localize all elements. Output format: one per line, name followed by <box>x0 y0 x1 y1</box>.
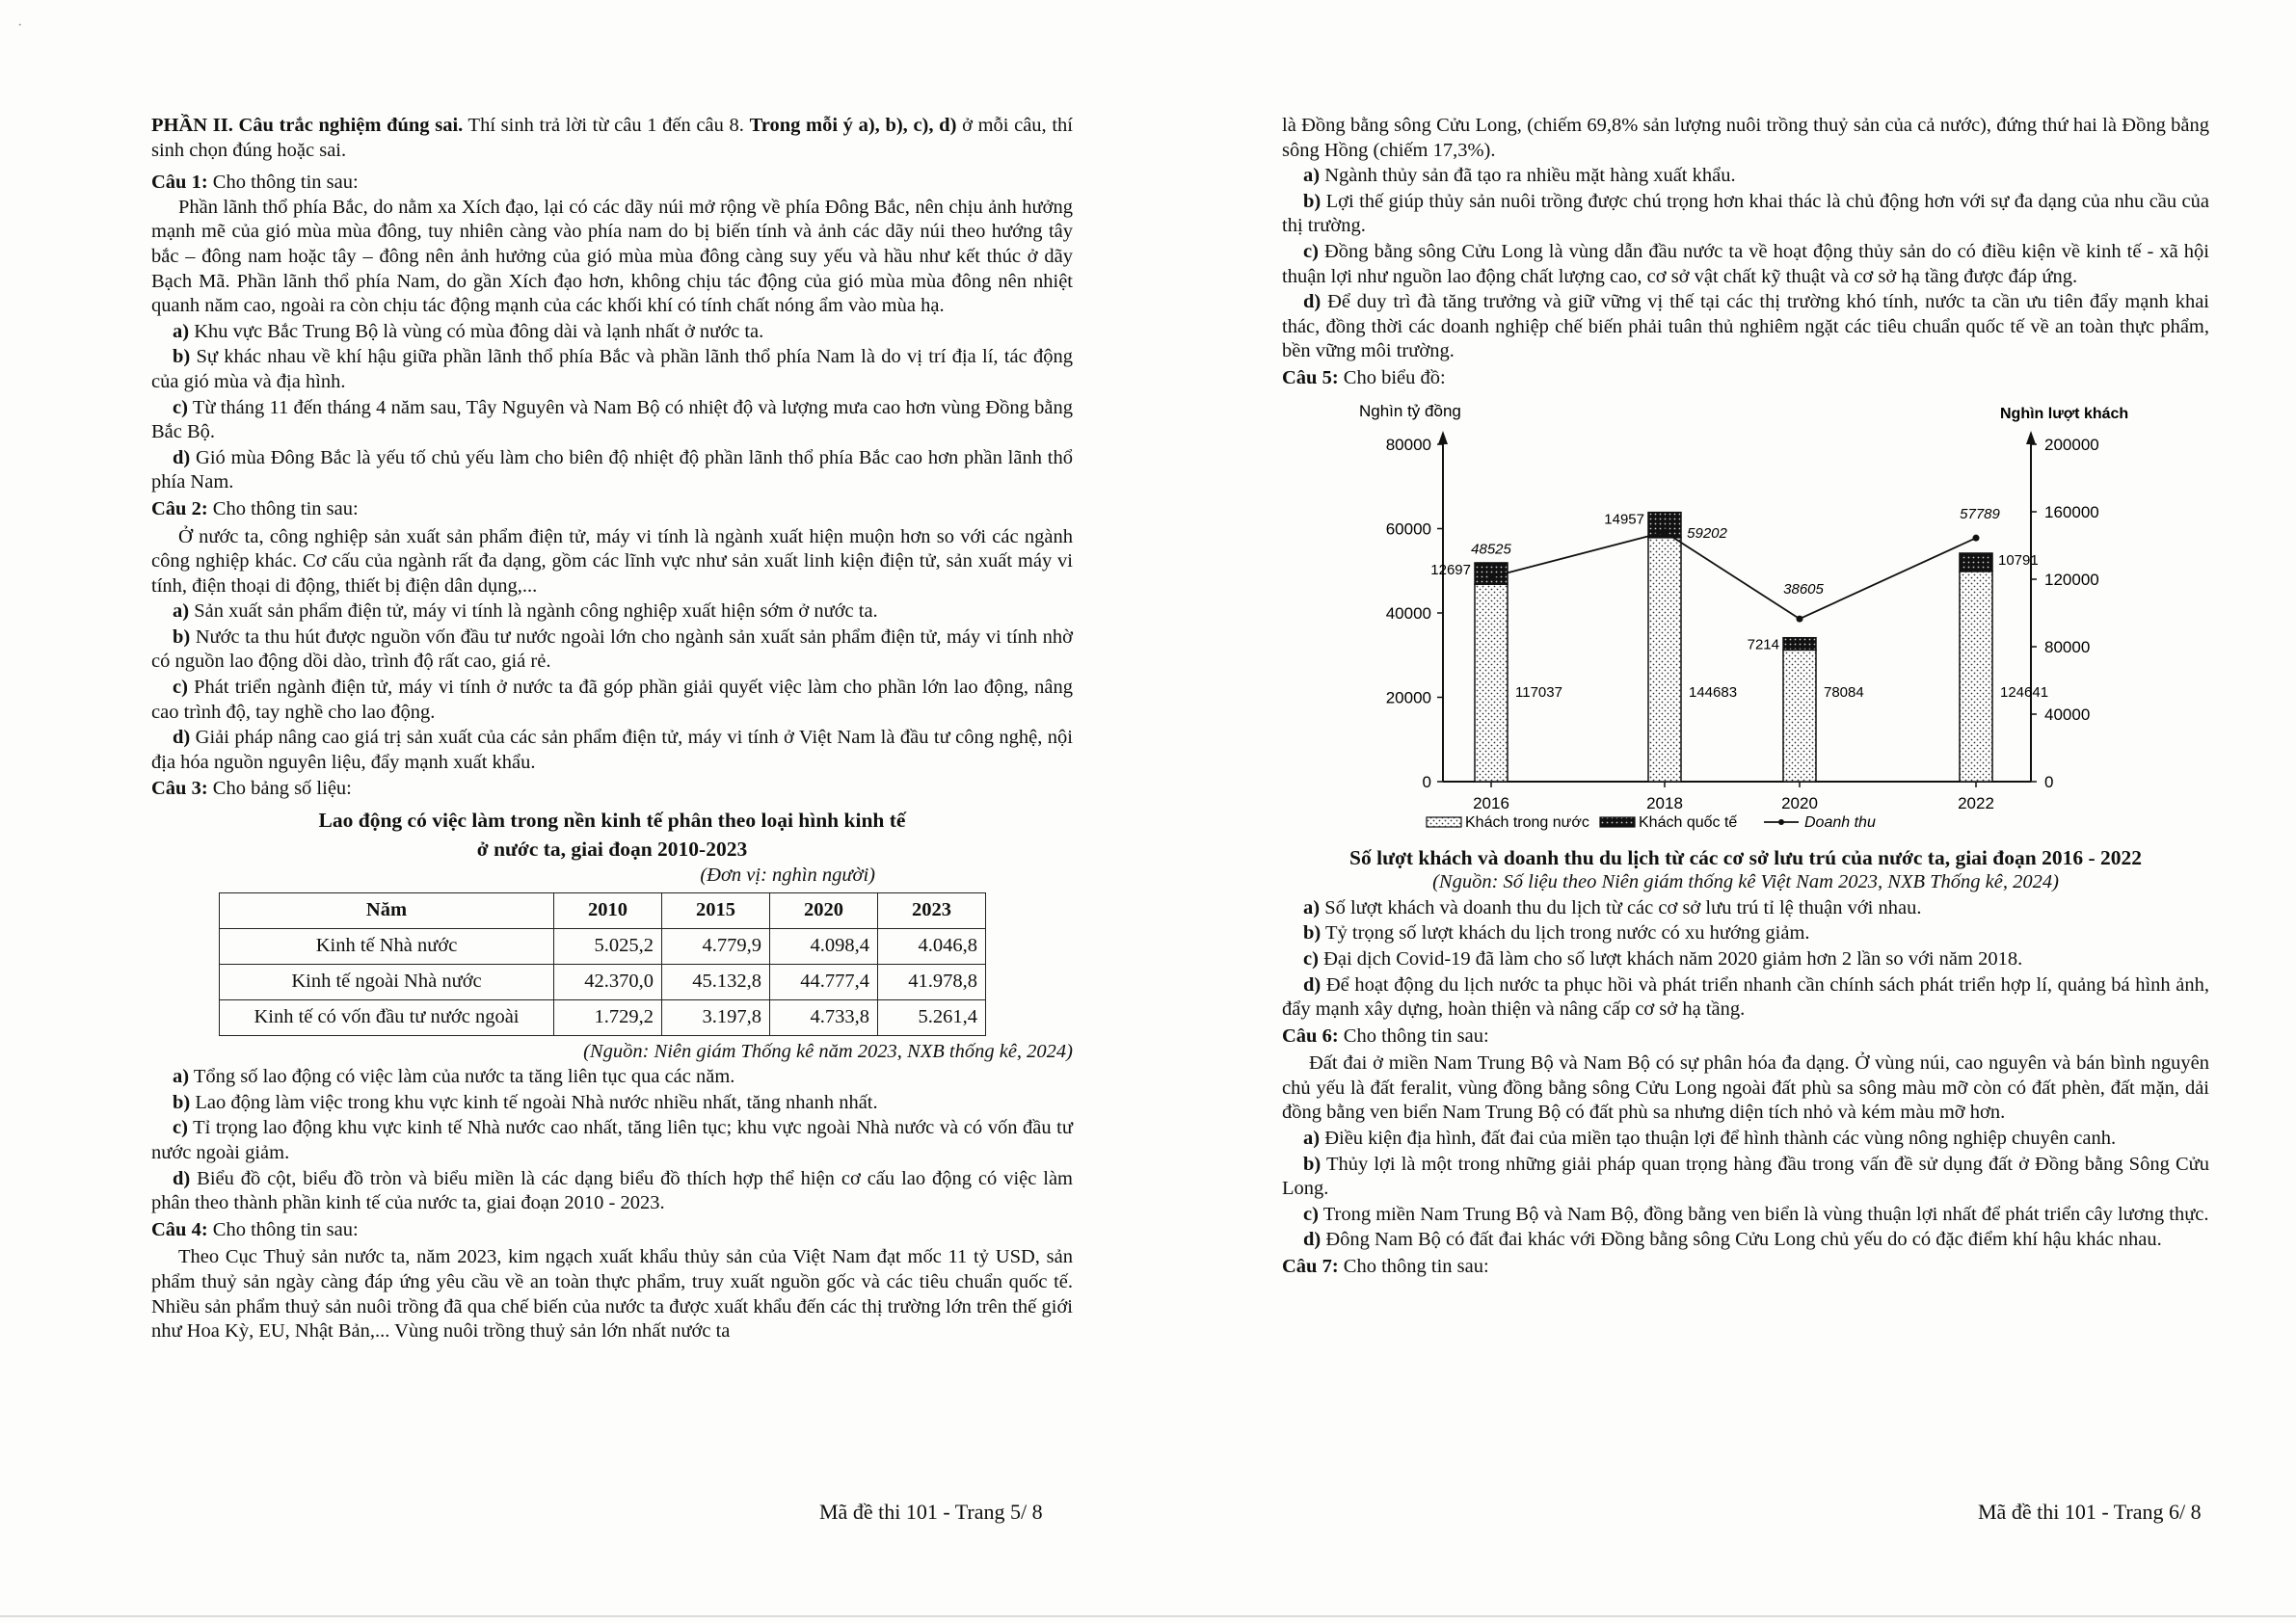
left-axis-title: Nghìn tỷ đồng <box>1359 401 1461 420</box>
option-text: Lợi thế giúp thủy sản nuôi trồng được chú trọng hơn khai thác là chủ động hơn với sự đa dạng của nhu cầu của thị trường. <box>1282 190 2209 237</box>
question-2-options <box>151 599 1073 775</box>
right-tick-label: 200000 <box>2044 435 2099 454</box>
answer-option <box>151 625 1073 675</box>
option-key: d) <box>1303 291 1322 313</box>
legend-revenue-label: Doanh thu <box>1804 813 1876 831</box>
table-cell: 45.132,8 <box>662 964 770 999</box>
table-cell: 5.025,2 <box>554 928 662 964</box>
left-axis-arrow <box>1438 431 1448 444</box>
table-cell: 4.779,9 <box>662 928 770 964</box>
option-text: Từ tháng 11 đến tháng 4 năm sau, Tây Nguyên và Nam Bộ có nhiệt độ và lượng mưa cao hơn vùng Đồng bằng Bắc Bộ. <box>151 396 1073 443</box>
answer-option <box>151 676 1073 725</box>
option-text: Đại dịch Covid-19 đã làm cho số lượt khách năm 2020 giảm hơn 2 lần so với năm 2018. <box>1318 947 2023 970</box>
table-header-cell: 2020 <box>770 892 878 928</box>
question-7-label: Câu 7: Cho thông tin sau: <box>1282 1256 1489 1278</box>
option-text: Để duy trì đà tăng trưởng và giữ vững vị thế tại các thị trường khó tính, nước ta cần ưu tiên đẩy mạnh khai thác, đồng thời các doanh nghiệp chế biến phải tuân thủ nghiêm ngặt các tiêu chuẩn quốc tế về an toàn thực phẩm, bền vững môi trường. <box>1282 291 2209 362</box>
question-3-options <box>151 1065 1073 1216</box>
legend-domestic-swatch <box>1427 817 1461 827</box>
option-key: a) <box>173 1066 190 1088</box>
option-text: Tổng số lao động có việc làm của nước ta tăng liên tục qua các năm. <box>189 1066 735 1088</box>
question-3-label: Câu 3: Cho bảng số liệu: <box>151 778 352 800</box>
option-text: Sản xuất sản phẩm điện tử, máy vi tính là ngành công nghiệp xuất hiện sớm ở nước ta. <box>189 600 878 623</box>
question-4-passage: Theo Cục Thuỷ sản nước ta, năm 2023, kim ngạch xuất khẩu thủy sản của Việt Nam đạt mốc 11 tỷ USD, sản phẩm thuỷ sản ngày càng đáp ứng yêu cầu về an toàn thực phẩm, truy xuất nguồn gốc và các tiêu chuẩn quốc tế. Nhiều sản phẩm thuỷ sản nuôi trồng đã qua chế biến của nước ta được xuất khẩu đến các thị trường lớn trên thế giới như Hoa Kỳ, EU, Nhật Bản,... Vùng nuôi trồng thuỷ sản lớn nhất nước ta <box>151 1246 1073 1343</box>
bar-domestic-2018 <box>1648 537 1681 781</box>
x-tick-label: 2016 <box>1473 793 1509 812</box>
table-cell: 44.777,4 <box>770 964 878 999</box>
option-key: b) <box>1303 190 1322 212</box>
option-key: a) <box>173 320 190 342</box>
question-1-options <box>151 320 1073 495</box>
bar-international-2022 <box>1960 553 1992 572</box>
table-cell: 41.978,8 <box>878 964 986 999</box>
option-key: a) <box>173 600 190 623</box>
chart-source: (Nguồn: Số liệu theo Niên giám thống kê Việt Nam 2023, NXB Thống kê, 2024) <box>1432 871 2059 893</box>
option-key: b) <box>173 1091 191 1113</box>
question-4-label: Câu 4: Cho thông tin sau: <box>151 1218 359 1240</box>
revenue-value-label: 48525 <box>1471 541 1511 558</box>
option-text: Tỉ trọng lao động khu vực kinh tế Nhà nước cao nhất, tăng liên tục; khu vực ngoài Nhà nước và có vốn đầu tư nước ngoài giảm. <box>151 1117 1073 1163</box>
answer-option <box>1282 973 2209 1023</box>
table-header-cell: 2010 <box>554 892 662 928</box>
option-key: b) <box>173 346 191 368</box>
international-value-label: 10791 <box>1998 551 2039 569</box>
answer-option <box>151 599 1073 625</box>
option-key: a) <box>1303 896 1321 918</box>
right-tick-label: 80000 <box>2044 637 2091 656</box>
option-key: c) <box>1303 240 1319 262</box>
answer-option <box>1282 164 2209 189</box>
table-row <box>220 999 986 1035</box>
answer-option <box>1282 240 2209 289</box>
table-row-label: Kinh tế Nhà nước <box>220 928 554 964</box>
question-4-continued: là Đồng bằng sông Cửu Long, (chiếm 69,8% sản lượng nuôi trồng thuỷ sản của cả nước), đứng thứ hai là Đồng bằng sông Hồng (chiếm 17,3%). <box>1282 115 2209 161</box>
answer-option <box>1282 1127 2209 1152</box>
domestic-value-label: 117037 <box>1515 683 1562 701</box>
revenue-point <box>1973 534 1980 541</box>
option-text: Tỷ trọng số lượt khách du lịch trong nước có xu hướng giảm. <box>1321 922 1810 945</box>
option-key: c) <box>1303 947 1319 970</box>
table-cell: 5.261,4 <box>878 999 986 1035</box>
page-5 <box>151 114 1073 1344</box>
right-tick-label: 40000 <box>2044 705 2091 724</box>
answer-option <box>1282 947 2209 972</box>
option-text: Trong miền Nam Trung Bộ và Nam Bộ, đồng bằng ven biển là vùng thuận lợi nhất để phát triển cây lương thực. <box>1318 1203 2209 1225</box>
option-text: Đông Nam Bộ có đất đai khác với Đồng bằng sông Cửu Long chủ yếu do có đặc điểm khí hậu khác nhau. <box>1321 1229 2162 1251</box>
page-6-footer: Mã đề thi 101 - Trang 6/ 8 <box>1978 1500 2202 1524</box>
option-key: b) <box>1303 922 1322 945</box>
option-text: Nước ta thu hút được nguồn vốn đầu tư nước ngoài lớn cho ngành sản xuất sản phẩm điện tử, máy vi tính nhờ có nguồn lao động dồi dào, trình độ rất cao, giá rẻ. <box>151 625 1073 673</box>
right-tick-label: 0 <box>2044 772 2054 791</box>
question-6-label: Câu 6: Cho thông tin sau: <box>1282 1024 1489 1047</box>
labor-table <box>219 892 986 1036</box>
option-key: c) <box>173 396 188 418</box>
table-cell: 1.729,2 <box>554 999 662 1035</box>
answer-option <box>151 1167 1073 1216</box>
question-5-options <box>1282 896 2209 1023</box>
table-cell: 42.370,0 <box>554 964 662 999</box>
legend-domestic-label: Khách trong nước <box>1465 813 1589 831</box>
tourism-chart <box>1282 391 2209 844</box>
left-tick-label: 0 <box>1422 772 1431 791</box>
revenue-value-label: 38605 <box>1783 580 1824 598</box>
option-key: d) <box>1303 973 1322 996</box>
domestic-value-label: 124641 <box>2000 683 2049 701</box>
option-key: c) <box>1303 1203 1319 1225</box>
scan-corner-mark: · <box>17 17 23 34</box>
right-tick-label: 120000 <box>2044 570 2099 589</box>
answer-option <box>151 320 1073 345</box>
revenue-point <box>1662 528 1669 535</box>
option-text: Điều kiện địa hình, đất đai của miền tạo thuận lợi để hình thành các vùng nông nghiệp chuyên canh. <box>1320 1128 2117 1150</box>
answer-option <box>151 345 1073 394</box>
option-text: Đồng bằng sông Cửu Long là vùng dẫn đầu nước ta về hoạt động thủy sản do có điều kiện về kinh tế - xã hội thuận lợi như nguồn lao động chất lượng cao, cơ sở vật chất kỹ thuật và cơ sở hạ tầng được đáp ứng. <box>1282 240 2209 287</box>
table-header-cell: Năm <box>220 892 554 928</box>
answer-option <box>151 726 1073 775</box>
question-6-passage: Đất đai ở miền Nam Trung Bộ và Nam Bộ có sự phân hóa đa dạng. Ở vùng núi, cao nguyên và bán bình nguyên chủ yếu là đất feralit, vùng đồng bằng sông Cửu Long ngoài đất phù sa sông màu mỡ còn có đất phèn, đất mặn, dải đồng bằng ven biển Nam Trung Bộ có đất phù sa nhưng diện tích nhỏ và kém màu mỡ hơn. <box>1282 1052 2209 1124</box>
revenue-point <box>1797 615 1803 622</box>
part-heading: PHẦN II. Câu trắc nghiệm đúng sai. Thí sinh trả lời từ câu 1 đến câu 8. Trong mỗi ý a), b), c), d) ở mỗi câu, thí sinh chọn đúng hoặc sai. <box>151 115 1073 161</box>
legend-revenue-point <box>1778 819 1784 825</box>
answer-option <box>151 1065 1073 1090</box>
table-header-cell: 2023 <box>878 892 986 928</box>
tourism-chart-svg <box>1282 391 2209 844</box>
table-source: (Nguồn: Niên giám Thống kê năm 2023, NXB thống kê, 2024) <box>583 1040 1073 1062</box>
table-row <box>220 928 986 964</box>
option-key: a) <box>1303 165 1321 187</box>
bar-domestic-2016 <box>1475 584 1508 782</box>
table-title: Lao động có việc làm trong nền kinh tế phân theo loại hình kinh tế ở nước ta, giai đoạn 2010-2023 <box>318 809 906 862</box>
right-axis-arrow <box>2026 431 2036 444</box>
table-header-cell: 2015 <box>662 892 770 928</box>
option-key: d) <box>173 446 191 468</box>
right-tick-label: 160000 <box>2044 502 2099 521</box>
option-text: Lao động làm việc trong khu vực kinh tế ngoài Nhà nước nhiều nhất, tăng nhanh nhất. <box>190 1091 878 1113</box>
answer-option <box>1282 896 2209 921</box>
option-key: c) <box>173 677 188 699</box>
international-value-label: 12697 <box>1430 561 1471 578</box>
answer-option <box>1282 921 2209 946</box>
option-key: a) <box>1303 1128 1321 1150</box>
question-1-label: Câu 1: Cho thông tin sau: <box>151 172 359 194</box>
scan-bottom-edge <box>0 1615 2296 1617</box>
domestic-value-label: 144683 <box>1689 683 1738 701</box>
table-cell: 4.046,8 <box>878 928 986 964</box>
option-text: Ngành thủy sản đã tạo ra nhiều mặt hàng xuất khẩu. <box>1320 165 1736 187</box>
page-6 <box>1282 114 2209 1280</box>
option-text: Số lượt khách và doanh thu du lịch từ các cơ sở lưu trú tỉ lệ thuận với nhau. <box>1320 896 1922 918</box>
table-row <box>220 964 986 999</box>
bar-domestic-2022 <box>1960 571 1992 781</box>
question-4-options <box>1282 164 2209 364</box>
question-2-label: Câu 2: Cho thông tin sau: <box>151 497 359 519</box>
x-tick-label: 2018 <box>1646 793 1683 812</box>
answer-option <box>151 1091 1073 1116</box>
bar-domestic-2020 <box>1783 650 1816 782</box>
option-text: Khu vực Bắc Trung Bộ là vùng có mùa đông dài và lạnh nhất ở nước ta. <box>189 320 764 342</box>
question-2-passage: Ở nước ta, công nghiệp sản xuất sản phẩm điện tử, máy vi tính là ngành xuất hiện muộn hơn so với các ngành công nghiệp khác. Cơ cấu của ngành rất đa dạng, gồm các lĩnh vực như sản xuất linh kiện điện tử, sản xuất máy vi tính, điện thoại di động, thiết bị điện dân dụng,... <box>151 525 1073 597</box>
answer-option <box>151 396 1073 445</box>
x-tick-label: 2022 <box>1958 793 1994 812</box>
option-key: b) <box>1303 1153 1322 1175</box>
table-row-label: Kinh tế ngoài Nhà nước <box>220 964 554 999</box>
revenue-line <box>1491 532 1976 619</box>
domestic-value-label: 78084 <box>1824 683 1864 701</box>
answer-option <box>1282 1228 2209 1253</box>
option-key: d) <box>173 727 191 749</box>
answer-option <box>1282 1153 2209 1202</box>
option-text: Giải pháp nâng cao giá trị sản xuất của các sản phẩm điện tử, máy vi tính ở Việt Nam là đầu tư công nghệ, nội địa hóa nguồn nguyên liệu, đẩy mạnh xuất khẩu. <box>151 727 1073 773</box>
left-tick-label: 60000 <box>1385 519 1431 539</box>
legend-international-label: Khách quốc tế <box>1639 813 1738 831</box>
table-cell: 4.098,4 <box>770 928 878 964</box>
option-text: Sự khác nhau về khí hậu giữa phần lãnh thổ phía Bắc và phần lãnh thổ phía Nam là do vị trí địa lí, tác động của gió mùa và địa hình. <box>151 346 1073 392</box>
option-text: Biểu đồ cột, biểu đồ tròn và biểu miền là các dạng biểu đồ thích hợp thể hiện cơ cấu lao động có việc làm phân theo thành phần kinh tế của nước ta, giai đoạn 2010 - 2023. <box>151 1167 1073 1214</box>
x-tick-label: 2020 <box>1781 793 1818 812</box>
left-tick-label: 80000 <box>1385 435 1431 454</box>
answer-option <box>1282 290 2209 364</box>
option-key: d) <box>173 1167 191 1189</box>
left-tick-label: 20000 <box>1385 688 1431 707</box>
revenue-value-label: 57789 <box>1960 505 2000 522</box>
table-cell: 3.197,8 <box>662 999 770 1035</box>
left-tick-label: 40000 <box>1385 603 1431 623</box>
international-value-label: 7214 <box>1747 636 1779 653</box>
answer-option <box>1282 190 2209 239</box>
revenue-value-label: 59202 <box>1687 524 1727 542</box>
option-text: Gió mùa Đông Bắc là yếu tố chủ yếu làm cho biên độ nhiệt độ phần lãnh thổ phía Bắc cao hơn phần lãnh thổ phía Nam. <box>151 446 1073 493</box>
question-5-label: Câu 5: Cho biểu đồ: <box>1282 366 1446 388</box>
answer-option <box>1282 1203 2209 1228</box>
answer-option <box>151 1116 1073 1165</box>
revenue-point <box>1488 573 1495 580</box>
table-unit: (Đơn vị: nghìn người) <box>700 865 875 887</box>
international-value-label: 14957 <box>1604 511 1644 528</box>
page-5-footer: Mã đề thi 101 - Trang 5/ 8 <box>819 1500 1043 1524</box>
question-6-options <box>1282 1127 2209 1253</box>
option-text: Phát triển ngành điện tử, máy vi tính ở nước ta đã góp phần giải quyết việc làm cho phần lớn lao động, nâng cao trình độ, tay nghề cho lao động. <box>151 677 1073 723</box>
option-key: b) <box>173 625 191 648</box>
bar-international-2020 <box>1783 637 1816 650</box>
option-key: d) <box>1303 1229 1322 1251</box>
chart-title: Số lượt khách và doanh thu du lịch từ các cơ sở lưu trú của nước ta, giai đoạn 2016 - 2022 <box>1349 845 2142 869</box>
table-cell: 4.733,8 <box>770 999 878 1035</box>
right-axis-title: Nghìn lượt khách <box>2000 405 2129 422</box>
question-1-passage: Phần lãnh thổ phía Bắc, do nằm xa Xích đạo, lại có các dãy núi mở rộng về phía Đông Bắc, nên chịu ảnh hưởng mạnh mẽ của gió mùa mùa đông, tuy nhiên càng vào phía nam do bị biến tính và ảnh các dãy núi theo hướng tây bắc – đông nam hoặc tây – đông nên ảnh hưởng của gió mùa mùa đông càng suy yếu và hầu như kết thúc ở dãy Bạch Mã. Phần lãnh thổ phía Nam, do gần Xích đạo hơn, không chịu tác động của gió mùa mùa đông nên nhiệt quanh năm cao, ngoài ra còn chịu tác động mạnh của các khối khí có tính chất nóng ẩm vào mùa hạ. <box>151 196 1073 317</box>
table-row-label: Kinh tế có vốn đầu tư nước ngoài <box>220 999 554 1035</box>
option-text: Thủy lợi là một trong những giải pháp quan trọng hàng đầu trong vấn đề sử dụng đất ở Đồng bằng Sông Cửu Long. <box>1282 1153 2209 1200</box>
option-text: Để hoạt động du lịch nước ta phục hồi và phát triển nhanh cần chính sách phát triển hợp lí, quảng bá hình ảnh, đẩy mạnh xây dựng, hoàn thiện và nâng cấp cơ sở hạ tầng. <box>1282 973 2209 1021</box>
answer-option <box>151 446 1073 495</box>
option-key: c) <box>173 1117 188 1139</box>
legend-international-swatch <box>1600 817 1635 827</box>
